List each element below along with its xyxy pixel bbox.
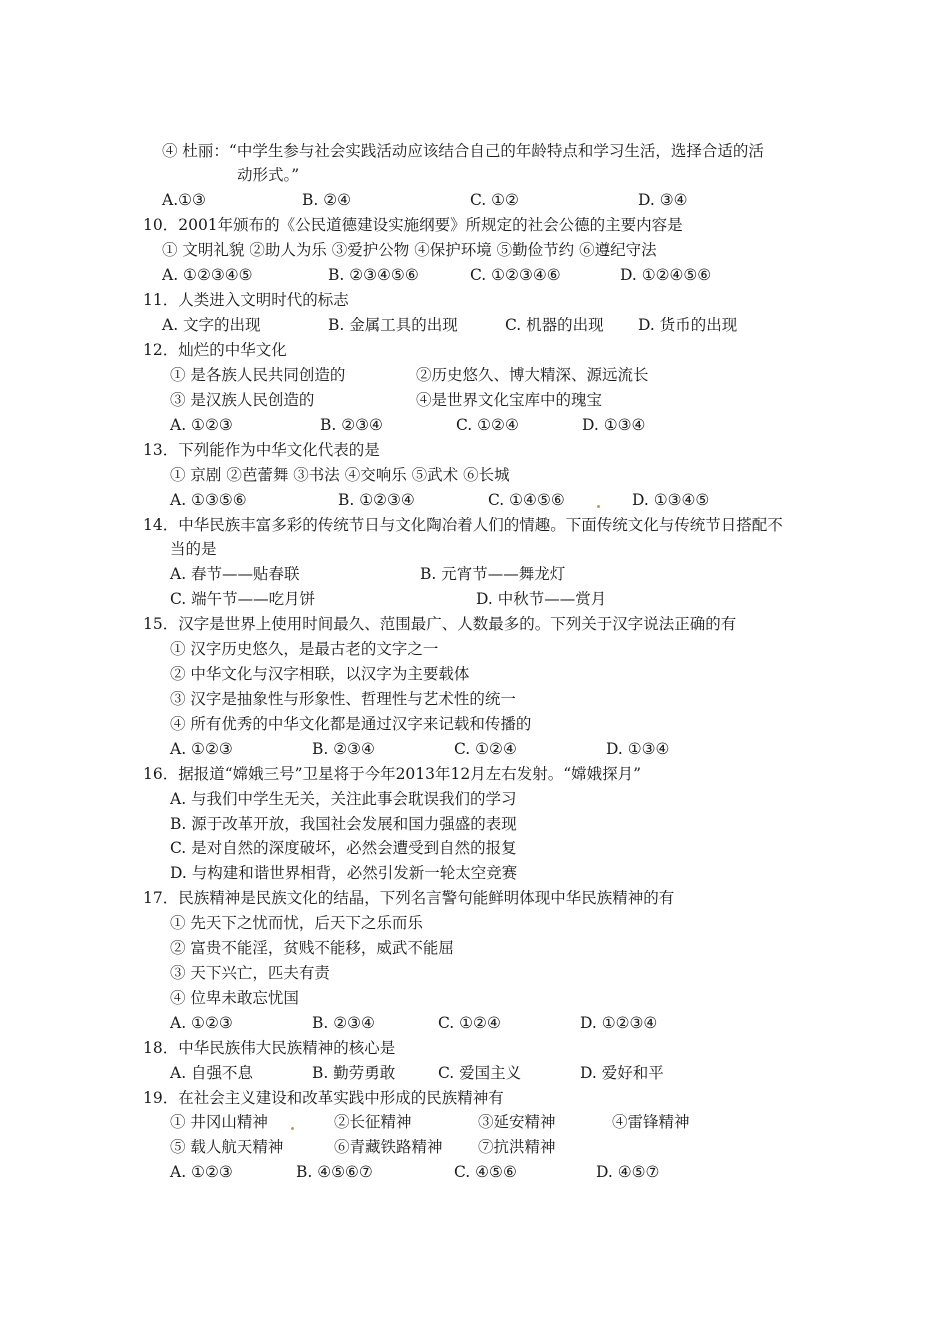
- choice-c: C. ①②④: [454, 740, 517, 758]
- choice-d: D. ①③④: [606, 740, 670, 758]
- choice-b: B. ②③④⑤⑥: [328, 266, 419, 284]
- choice-a: A. ①②③: [170, 1014, 233, 1032]
- choice-d: D. ④⑤⑦: [596, 1163, 660, 1181]
- choice-a: A. 春节——贴春联: [170, 565, 300, 583]
- choice-b: B. ②③④: [312, 1014, 375, 1032]
- choice-d: D. ③④: [638, 191, 688, 209]
- choice-a: A. 文字的出现: [162, 316, 261, 334]
- speck-mark: [597, 505, 600, 508]
- choice-a: A. ①②③: [170, 1163, 233, 1181]
- choice-c: C. 爱国主义: [438, 1064, 522, 1082]
- choice-b: B. ②③④: [320, 416, 383, 434]
- choice-b: B. 金属工具的出现: [328, 316, 458, 334]
- choice-b: B. 元宵节——舞龙灯: [420, 565, 566, 583]
- choice-d: D. ①②④⑤⑥: [620, 266, 712, 284]
- choice-d: D. ①③④: [582, 416, 646, 434]
- choice-c: C. ①②③④⑥: [470, 266, 561, 284]
- choice-b: B. ①②③④: [338, 491, 415, 509]
- choice-b: B. 勤劳勇敢: [312, 1064, 396, 1082]
- choice-c: C. ①②④: [438, 1014, 501, 1032]
- choice-b: B. ④⑤⑥⑦: [296, 1163, 373, 1181]
- choice-d: D. ①②③④: [580, 1014, 658, 1032]
- speck-mark: [291, 1127, 294, 1130]
- choice-a: A.①③: [162, 191, 206, 209]
- choice-a: A. ①②③: [170, 416, 233, 434]
- choice-a: A. 自强不息: [170, 1064, 254, 1082]
- choice-c: C. 端午节——吃月饼: [170, 590, 316, 608]
- choice-d: D. 爱好和平: [580, 1064, 664, 1082]
- choice-c: C. ④⑤⑥: [454, 1163, 517, 1181]
- choice-c: C. ①②④: [456, 416, 519, 434]
- choice-d: D. 货币的出现: [638, 316, 738, 334]
- choice-d: D. ①③④⑤: [632, 491, 710, 509]
- choice-c: C. 机器的出现: [505, 316, 604, 334]
- choice-c: C. ①②: [470, 191, 519, 209]
- choice-a: A. ①②③: [170, 740, 233, 758]
- choice-d: D. 中秋节——赏月: [476, 590, 607, 608]
- choice-b: B. ②④: [302, 191, 352, 209]
- choice-a: A. ①②③④⑤: [162, 266, 253, 284]
- choice-a: A. ①③⑤⑥: [170, 491, 247, 509]
- choice-c: C. ①④⑤⑥: [488, 491, 565, 509]
- choice-b: B. ②③④: [312, 740, 375, 758]
